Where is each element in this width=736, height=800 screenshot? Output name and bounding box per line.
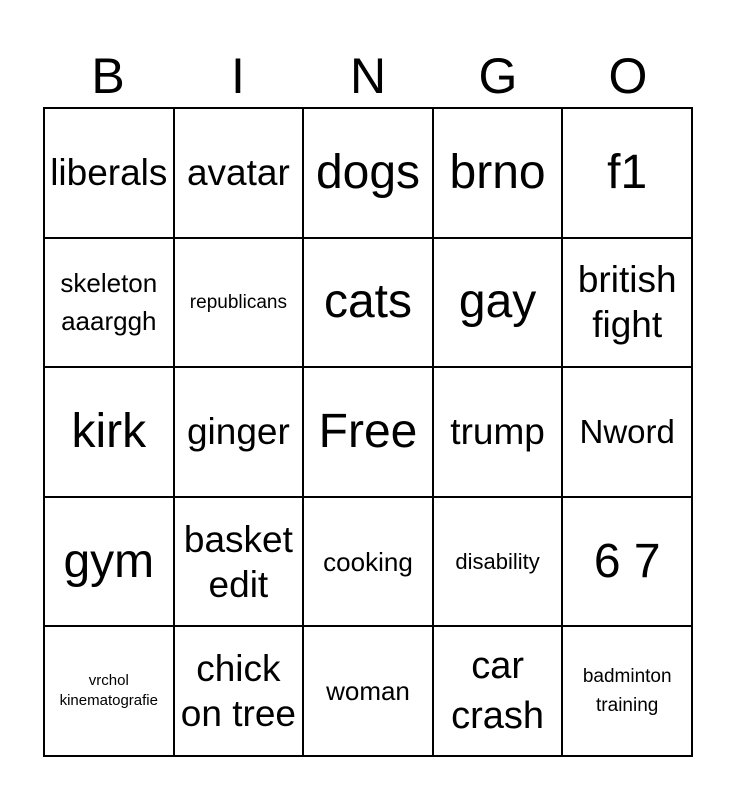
cell-label: f1	[607, 145, 648, 199]
cell-label: vrchol kinematografie	[59, 672, 158, 710]
bingo-cell-r2-c4[interactable]	[562, 367, 692, 497]
header-letter-g: G	[478, 48, 518, 104]
bingo-cell-r3-c1[interactable]	[174, 497, 304, 627]
bingo-cell-r0-c0[interactable]	[44, 108, 174, 238]
bingo-cell-r2-c2[interactable]	[303, 367, 433, 497]
cell-label: 6 7	[593, 534, 661, 588]
cell-label: skeleton aaarggh	[60, 268, 158, 337]
cell-label: gay	[458, 275, 537, 329]
cell-label: gym	[63, 534, 155, 588]
bingo-cell-r0-c3[interactable]	[433, 108, 563, 238]
bingo-cell-r0-c4[interactable]	[562, 108, 692, 238]
cell-label: Nword	[579, 412, 675, 450]
bingo-cell-r4-c0[interactable]	[44, 626, 174, 756]
cell-label: basket edit	[183, 518, 293, 605]
cell-label: dogs	[315, 145, 421, 199]
cell-label: liberals	[50, 152, 168, 194]
cell-label: kirk	[71, 404, 147, 458]
bingo-cell-r2-c3[interactable]	[433, 367, 563, 497]
bingo-cell-r1-c0[interactable]	[44, 238, 174, 368]
header-letter-o: O	[608, 48, 648, 104]
cell-label free-space: Free	[318, 404, 418, 458]
bingo-cell-r1-c1[interactable]	[174, 238, 304, 368]
cell-label: cats	[323, 275, 412, 329]
bingo-cell-r3-c4[interactable]	[562, 497, 692, 627]
bingo-header	[43, 44, 693, 108]
cell-label: brno	[449, 145, 546, 199]
cell-label: badminton training	[582, 666, 672, 717]
bingo-cell-r1-c4[interactable]	[562, 238, 692, 368]
cell-label: woman	[326, 676, 410, 707]
bingo-cell-r3-c0[interactable]	[44, 497, 174, 627]
bingo-cell-r3-c3[interactable]	[433, 497, 563, 627]
bingo-board	[43, 107, 693, 757]
bingo-cell-r3-c2[interactable]	[303, 497, 433, 627]
bingo-cell-r2-c1[interactable]	[174, 367, 304, 497]
bingo-cell-r2-c0[interactable]	[44, 367, 174, 497]
cell-label: chick on tree	[180, 648, 296, 735]
cell-label: car crash	[451, 645, 545, 738]
bingo-cell-r4-c4[interactable]	[562, 626, 692, 756]
bingo-cell-r0-c1[interactable]	[174, 108, 304, 238]
bingo-cell-r4-c3[interactable]	[433, 626, 563, 756]
cell-label: cooking	[323, 546, 413, 577]
cell-label: avatar	[186, 152, 290, 194]
header-letter-b: B	[91, 48, 125, 104]
cell-label: disability	[455, 549, 540, 575]
header-letter-n: N	[349, 48, 387, 104]
bingo-cell-r1-c3[interactable]	[433, 238, 563, 368]
cell-label: british fight	[577, 259, 677, 346]
bingo-cell-r0-c2[interactable]	[303, 108, 433, 238]
bingo-cell-r1-c2[interactable]	[303, 238, 433, 368]
bingo-cell-r4-c2[interactable]	[303, 626, 433, 756]
cell-label: trump	[450, 411, 545, 453]
cell-label: republicans	[189, 291, 287, 313]
header-letter-i: I	[231, 48, 245, 104]
cell-label: ginger	[186, 411, 290, 453]
bingo-cell-r4-c1[interactable]	[174, 626, 304, 756]
